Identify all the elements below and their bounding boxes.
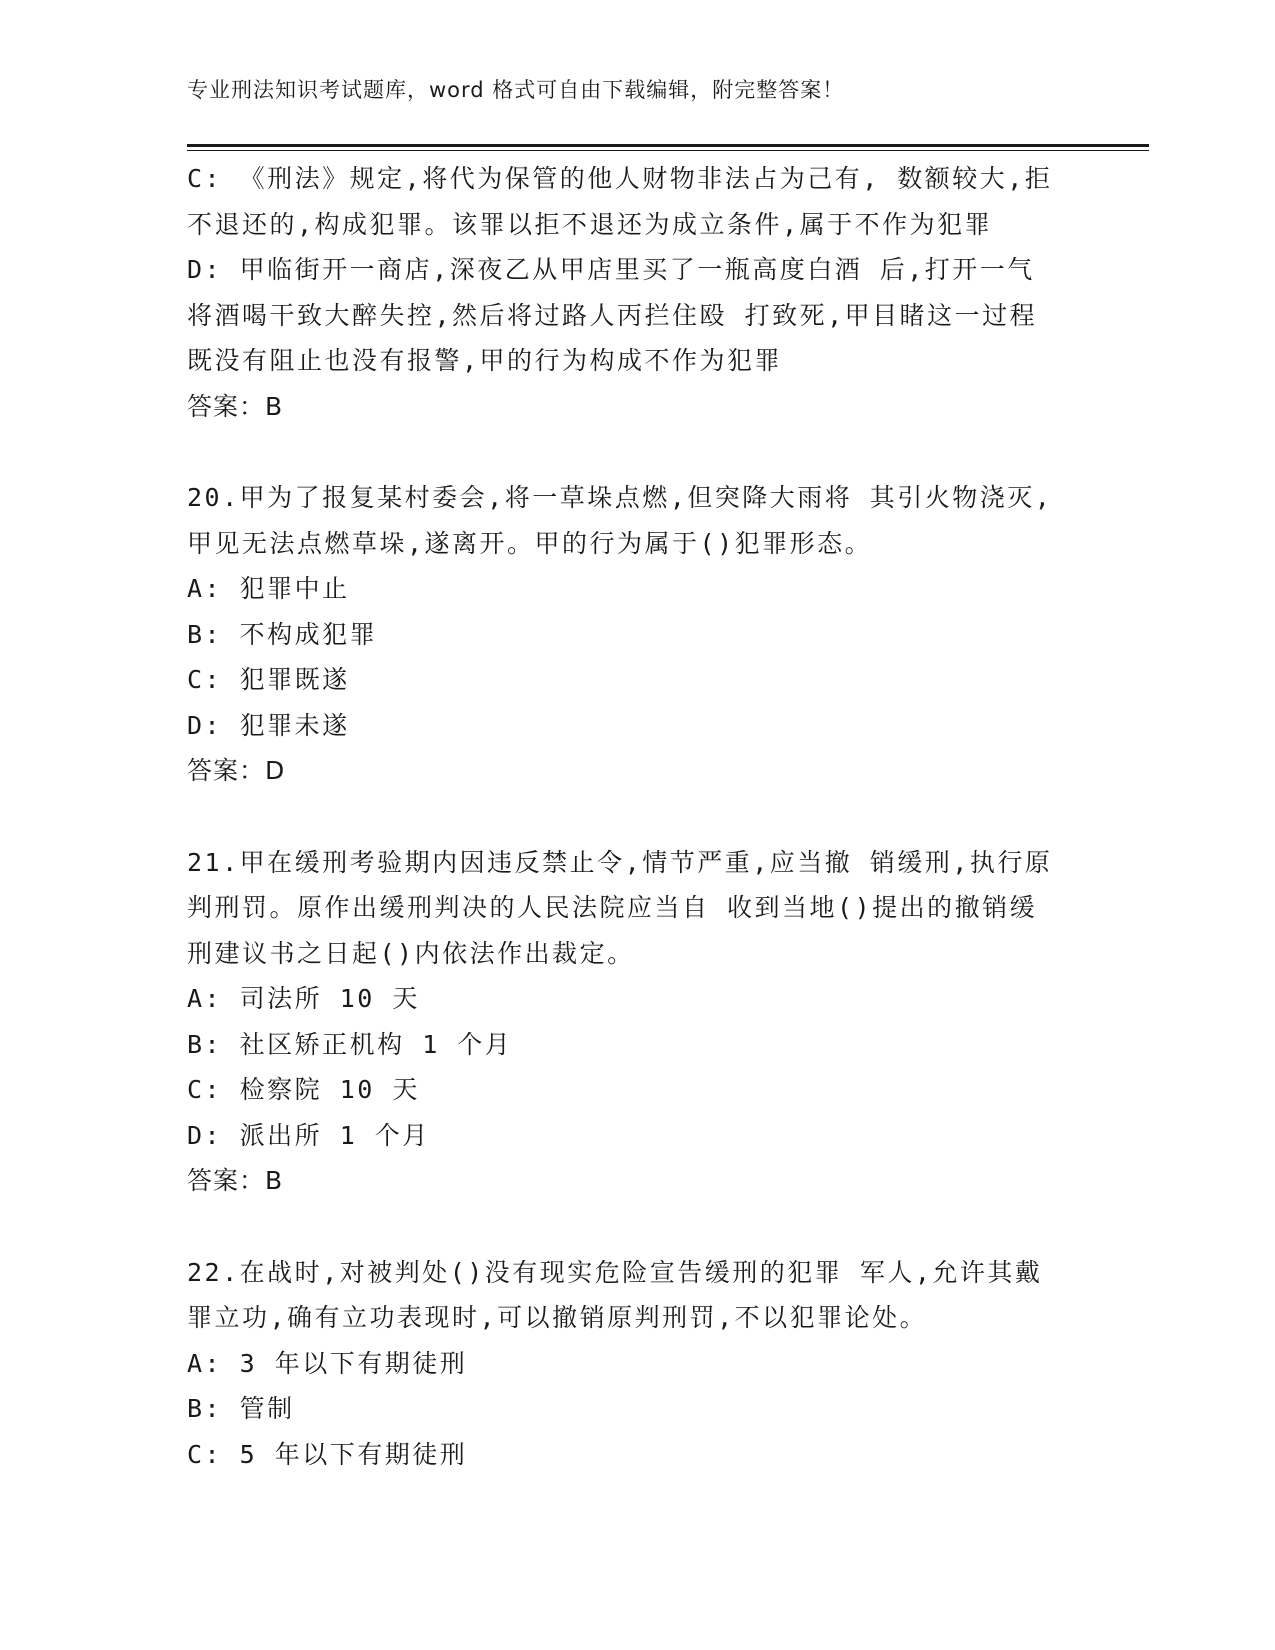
question-20 — [187, 475, 1087, 794]
option-a: A: 犯罪中止 — [187, 574, 350, 603]
question-22 — [187, 1250, 1087, 1478]
question-stem-line: 甲见无法点燃草垛,遂离开。甲的行为属于()犯罪形态。 — [187, 528, 873, 558]
option-c: C: 5 年以下有期徒刑 — [187, 1439, 468, 1469]
option-d-line: D: 甲临街开一商店,深夜乙从甲店里买了一瓶高度白酒 后,打开一气 — [187, 255, 1035, 284]
page-header: 专业刑法知识考试题库，word 格式可自由下载编辑，附完整答案！ — [187, 78, 845, 102]
header-rule-thick — [187, 144, 1149, 147]
question-stem-line: 22.在战时,对被判处()没有现实危险宣告缓刑的犯罪 军人,允许其戴 — [187, 1257, 1043, 1287]
option-b: B: 管制 — [187, 1394, 295, 1423]
document-body — [187, 156, 1087, 1477]
option-b: B: 社区矫正机构 1 个月 — [187, 1029, 513, 1059]
option-b: B: 不构成犯罪 — [187, 619, 378, 649]
option-a: A: 3 年以下有期徒刑 — [187, 1348, 468, 1378]
question-stem-line: 刑建议书之日起()内依法作出裁定。 — [187, 938, 635, 968]
option-c: C: 犯罪既遂 — [187, 665, 350, 694]
question-21 — [187, 840, 1087, 1204]
answer: 答案：D — [187, 756, 286, 785]
option-c-line: 不退还的,构成犯罪。该罪以拒不退还为成立条件,属于不作为犯罪 — [187, 209, 993, 239]
option-d-line: 既没有阻止也没有报警,甲的行为构成不作为犯罪 — [187, 346, 783, 375]
question-stem-line: 判刑罚。原作出缓刑判决的人民法院应当自 收到当地()提出的撤销缓 — [187, 893, 1038, 922]
continued-question — [187, 156, 1087, 429]
question-stem-line: 罪立功,确有立功表现时,可以撤销原判刑罚,不以犯罪论处。 — [187, 1303, 928, 1332]
option-d: D: 犯罪未遂 — [187, 710, 350, 740]
answer: 答案：B — [187, 391, 284, 421]
option-d-line: 将酒喝干致大醉失控,然后将过路人丙拦住殴 打致死,甲目睹这一过程 — [187, 300, 1038, 330]
option-d: D: 派出所 1 个月 — [187, 1120, 430, 1150]
option-c: C: 检察院 10 天 — [187, 1075, 420, 1104]
question-stem-line: 21.甲在缓刑考验期内因违反禁止令,情节严重,应当撤 销缓刑,执行原 — [187, 847, 1053, 877]
option-c-line: C: 《刑法》规定,将代为保管的他人财物非法占为己有, 数额较大,拒 — [187, 164, 1053, 193]
answer: 答案：B — [187, 1166, 284, 1195]
option-a: A: 司法所 10 天 — [187, 984, 420, 1013]
header-rule-thin — [187, 150, 1149, 151]
question-stem-line: 20.甲为了报复某村委会,将一草垛点燃,但突降大雨将 其引火物浇灭, — [187, 483, 1053, 512]
